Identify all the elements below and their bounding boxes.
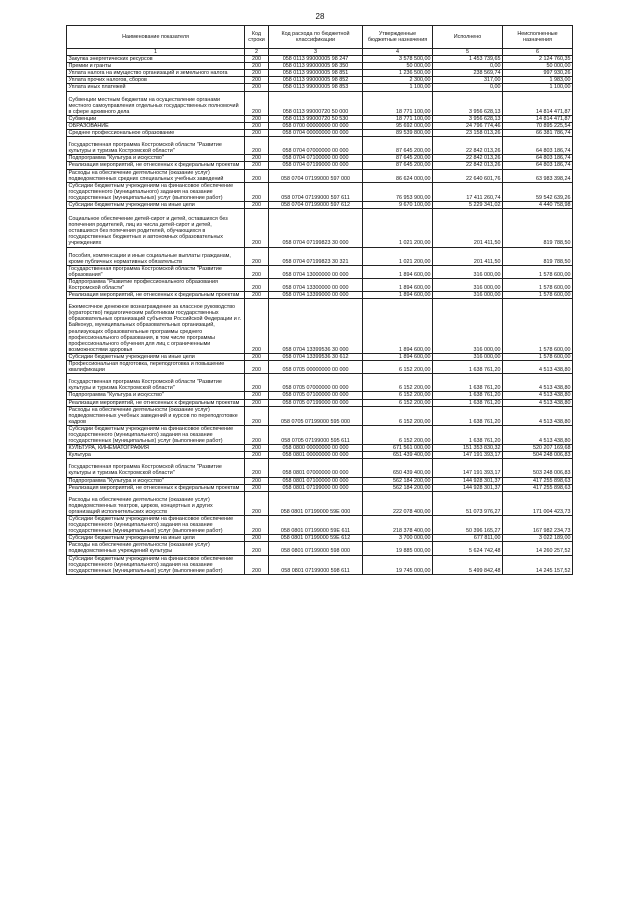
row-executed: 316 000,00 — [433, 299, 503, 354]
row-approved: 95 692 000,00 — [363, 122, 433, 129]
row-executed: 1 638 761,20 — [433, 399, 503, 406]
table-row — [67, 516, 573, 535]
row-line-code: 200 — [245, 247, 269, 265]
row-executed: 144 928 301,37 — [433, 484, 503, 491]
row-name: Подпрограмма "Развитие профессионального образования Костромской области" — [67, 278, 245, 291]
row-unexecuted: 1 983,00 — [503, 77, 573, 84]
row-unexecuted: 14 245 157,52 — [503, 555, 573, 574]
row-executed: 317,00 — [433, 77, 503, 84]
row-name: Государственная программа Костромской области "Развитие культуры и туризма Костромской области" — [67, 459, 245, 477]
table-row — [67, 56, 573, 63]
table-row — [67, 299, 573, 354]
row-executed: 50 396 165,27 — [433, 516, 503, 535]
row-budget-code: 058 0704 07199000 597 000 — [269, 169, 363, 182]
row-approved: 6 152 200,00 — [363, 361, 433, 374]
table-row — [67, 63, 573, 70]
row-unexecuted: 4 513 438,80 — [503, 425, 573, 444]
row-line-code: 200 — [245, 91, 269, 115]
row-approved: 6 152 200,00 — [363, 392, 433, 399]
row-budget-code: 058 0801 07199000 598 000 — [269, 542, 363, 555]
header-budget-code: Код расхода по бюджетной классификации — [269, 26, 363, 49]
row-approved: 1 236 500,00 — [363, 70, 433, 77]
row-budget-code: 058 0704 13399000 00 000 — [269, 292, 363, 299]
row-line-code: 200 — [245, 445, 269, 452]
row-name: Субсидии бюджетным учреждениям на финансовое обеспечение государственного (муниципального) задания на оказание государственных (муниципальных) услуг (выполнение работ) — [67, 555, 245, 574]
header-indicator-name: Наименование показателя — [67, 26, 245, 49]
row-line-code: 200 — [245, 137, 269, 155]
row-line-code: 200 — [245, 399, 269, 406]
row-budget-code: 058 0704 07199823 30 321 — [269, 247, 363, 265]
row-approved: 19 745 000,00 — [363, 555, 433, 574]
row-executed: 147 191 393,17 — [433, 452, 503, 459]
row-executed: 51 073 976,27 — [433, 491, 503, 515]
row-unexecuted: 4 513 438,80 — [503, 374, 573, 392]
row-name: Субсидии бюджетным учреждениям на иные цели — [67, 201, 245, 208]
row-unexecuted: 66 381 786,74 — [503, 130, 573, 137]
row-executed: 201 411,50 — [433, 209, 503, 247]
row-approved: 6 152 200,00 — [363, 374, 433, 392]
row-line-code: 200 — [245, 278, 269, 291]
row-approved: 6 152 200,00 — [363, 406, 433, 425]
page-number: 28 — [315, 12, 325, 21]
row-budget-code: 058 0801 00000000 00 000 — [269, 452, 363, 459]
row-executed: 201 411,50 — [433, 247, 503, 265]
table-row — [67, 130, 573, 137]
row-line-code: 200 — [245, 209, 269, 247]
table-row — [67, 425, 573, 444]
row-approved: 562 184 200,00 — [363, 477, 433, 484]
row-name: Реализация мероприятий, не отнесенных к федеральным проектам — [67, 484, 245, 491]
table-row — [67, 555, 573, 574]
row-executed: 316 000,00 — [433, 278, 503, 291]
row-approved: 1 021 200,00 — [363, 247, 433, 265]
row-name: Уплата иных платежей — [67, 84, 245, 91]
row-budget-code: 058 0704 07199000 597 611 — [269, 182, 363, 201]
row-approved: 1 894 600,00 — [363, 353, 433, 360]
row-executed: 316 000,00 — [433, 265, 503, 278]
row-unexecuted: 64 803 186,74 — [503, 137, 573, 155]
row-approved: 87 645 200,00 — [363, 137, 433, 155]
table-row — [67, 122, 573, 129]
row-approved: 671 561 000,00 — [363, 445, 433, 452]
row-approved: 3 700 000,00 — [363, 535, 433, 542]
table-header-row — [67, 26, 573, 49]
row-executed: 3 956 628,13 — [433, 115, 503, 122]
row-unexecuted: 167 982 234,73 — [503, 516, 573, 535]
row-name: Культура — [67, 452, 245, 459]
column-number-row — [67, 49, 573, 56]
table-row — [67, 182, 573, 201]
row-budget-code: 058 0704 00000000 00 000 — [269, 130, 363, 137]
row-unexecuted: 64 803 186,74 — [503, 155, 573, 162]
budget-execution-table — [66, 25, 573, 575]
row-line-code: 200 — [245, 535, 269, 542]
row-line-code: 200 — [245, 392, 269, 399]
row-name: Реализация мероприятий, не отнесенных к федеральным проектам — [67, 292, 245, 299]
row-executed: 5 229 341,02 — [433, 201, 503, 208]
row-name: Расходы на обеспечение деятельности (оказание услуг) подведомственных театров, цирков, концертных и других организаций исполнительских искусств — [67, 491, 245, 515]
row-executed: 22 842 013,26 — [433, 137, 503, 155]
row-unexecuted: 14 814 471,87 — [503, 115, 573, 122]
row-budget-code: 058 0704 07000000 00 000 — [269, 137, 363, 155]
column-number: 1 — [67, 49, 245, 56]
row-line-code: 200 — [245, 425, 269, 444]
row-approved: 651 439 400,00 — [363, 452, 433, 459]
table-row — [67, 162, 573, 169]
row-approved: 1 100,00 — [363, 84, 433, 91]
row-approved: 19 885 000,00 — [363, 542, 433, 555]
row-executed: 1 638 761,20 — [433, 406, 503, 425]
row-approved: 89 539 800,00 — [363, 130, 433, 137]
table-row — [67, 542, 573, 555]
table-row — [67, 265, 573, 278]
row-name: Государственная программа Костромской области "Развитие образования" — [67, 265, 245, 278]
row-line-code: 200 — [245, 201, 269, 208]
row-budget-code: 058 0113 99000005 98 852 — [269, 77, 363, 84]
row-line-code: 200 — [245, 169, 269, 182]
table-row — [67, 292, 573, 299]
table-row — [67, 137, 573, 155]
row-approved: 50 000,00 — [363, 63, 433, 70]
row-executed: 1 638 761,20 — [433, 392, 503, 399]
row-executed: 147 191 393,17 — [433, 459, 503, 477]
row-name: Субвенции местным бюджетам на осуществление органами местного самоуправления отдельных государственных полномочий в сфере архивного дела — [67, 91, 245, 115]
table-row — [67, 484, 573, 491]
row-unexecuted: 14 814 471,87 — [503, 91, 573, 115]
row-name: КУЛЬТУРА, КИНЕМАТОГРАФИЯ — [67, 445, 245, 452]
table-row — [67, 115, 573, 122]
row-line-code: 200 — [245, 491, 269, 515]
row-unexecuted: 1 578 600,00 — [503, 292, 573, 299]
row-budget-code: 058 0113 99000005 98 350 — [269, 63, 363, 70]
row-line-code: 200 — [245, 182, 269, 201]
row-unexecuted: 63 983 398,24 — [503, 169, 573, 182]
row-executed: 0,00 — [433, 84, 503, 91]
row-executed: 5 499 842,48 — [433, 555, 503, 574]
table-row — [67, 353, 573, 360]
row-unexecuted: 1 578 600,00 — [503, 353, 573, 360]
row-approved: 9 670 100,00 — [363, 201, 433, 208]
row-unexecuted: 417 255 898,63 — [503, 477, 573, 484]
row-approved: 222 078 400,00 — [363, 491, 433, 515]
row-name: Субсидии бюджетным учреждениям на финансовое обеспечение государственного (муниципального) задания на оказание государственных (муниципальных) услуг (выполнение работ) — [67, 516, 245, 535]
row-line-code: 200 — [245, 516, 269, 535]
row-unexecuted: 503 248 006,83 — [503, 459, 573, 477]
table-row — [67, 169, 573, 182]
row-approved: 6 152 200,00 — [363, 399, 433, 406]
header-executed: Исполнено — [433, 26, 503, 49]
row-budget-code: 058 0113 99000005 98 247 — [269, 56, 363, 63]
row-name: Реализация мероприятий, не отнесенных к федеральным проектам — [67, 162, 245, 169]
column-number: 5 — [433, 49, 503, 56]
row-line-code: 200 — [245, 77, 269, 84]
table-row — [67, 535, 573, 542]
row-executed: 3 956 628,13 — [433, 91, 503, 115]
row-unexecuted: 417 255 898,63 — [503, 484, 573, 491]
row-line-code: 200 — [245, 155, 269, 162]
row-name: Уплата прочих налогов, сборов — [67, 77, 245, 84]
row-line-code: 200 — [245, 162, 269, 169]
row-name: Субсидии бюджетным учреждениям на иные цели — [67, 353, 245, 360]
row-unexecuted: 1 578 600,00 — [503, 278, 573, 291]
row-line-code: 200 — [245, 56, 269, 63]
row-line-code: 200 — [245, 452, 269, 459]
header-unexecuted: Неисполненные назначения — [503, 26, 573, 49]
row-name: Государственная программа Костромской области "Развитие культуры и туризма Костромской области" — [67, 374, 245, 392]
row-line-code: 200 — [245, 130, 269, 137]
row-executed: 22 640 601,76 — [433, 169, 503, 182]
row-executed: 144 928 301,37 — [433, 477, 503, 484]
row-budget-code: 058 0704 13399536 30 000 — [269, 299, 363, 354]
row-approved: 562 184 200,00 — [363, 484, 433, 491]
row-name: Уплата налога на имущество организаций и земельного налога — [67, 70, 245, 77]
row-unexecuted: 819 788,50 — [503, 209, 573, 247]
row-line-code: 200 — [245, 265, 269, 278]
table-row — [67, 209, 573, 247]
row-budget-code: 058 0801 07000000 00 000 — [269, 459, 363, 477]
row-unexecuted: 70 895 225,54 — [503, 122, 573, 129]
row-budget-code: 058 0113 99000005 98 851 — [269, 70, 363, 77]
row-name: Реализация мероприятий, не отнесенных к федеральным проектам — [67, 399, 245, 406]
row-budget-code: 058 0704 13300000 00 000 — [269, 278, 363, 291]
row-line-code: 200 — [245, 361, 269, 374]
row-name: Субсидии бюджетным учреждениям на финансовое обеспечение государственного (муниципального) задания на оказание государственных (муниципальных) услуг (выполнение работ) — [67, 425, 245, 444]
row-budget-code: 058 0801 07199000 59Е 000 — [269, 491, 363, 515]
row-approved: 18 771 100,00 — [363, 91, 433, 115]
row-unexecuted: 59 542 639,26 — [503, 182, 573, 201]
row-line-code: 200 — [245, 406, 269, 425]
row-executed: 238 569,74 — [433, 70, 503, 77]
row-line-code: 200 — [245, 292, 269, 299]
row-executed: 1 638 761,20 — [433, 425, 503, 444]
row-line-code: 200 — [245, 353, 269, 360]
row-line-code: 200 — [245, 477, 269, 484]
table-row — [67, 84, 573, 91]
row-name: Расходы на обеспечение деятельности (оказание услуг) подведомственных средних специальных учебных заведений — [67, 169, 245, 182]
table-body — [67, 56, 573, 575]
row-unexecuted: 1 578 600,00 — [503, 299, 573, 354]
row-line-code: 200 — [245, 484, 269, 491]
table-row — [67, 91, 573, 115]
row-name: Расходы на обеспечение деятельности (оказание услуг) подведомственных учреждений культуры — [67, 542, 245, 555]
row-budget-code: 058 0800 00000000 00 000 — [269, 445, 363, 452]
row-approved: 87 645 200,00 — [363, 162, 433, 169]
row-budget-code: 058 0705 07100000 00 000 — [269, 392, 363, 399]
row-line-code: 200 — [245, 122, 269, 129]
row-approved: 1 894 600,00 — [363, 299, 433, 354]
row-name: Среднее профессиональное образование — [67, 130, 245, 137]
row-executed: 0,00 — [433, 63, 503, 70]
row-name: Субсидии бюджетным учреждениям на финансовое обеспечение государственного (муниципального) задания на оказание государственных (муниципальных) услуг (выполнение работ) — [67, 182, 245, 201]
row-name: Расходы на обеспечение деятельности (оказание услуг) подведомственных учебных заведений и курсов по переподготовке кадров — [67, 406, 245, 425]
row-unexecuted: 1 578 600,00 — [503, 265, 573, 278]
row-line-code: 200 — [245, 63, 269, 70]
row-name: Закупка энергетических ресурсов — [67, 56, 245, 63]
row-line-code: 200 — [245, 299, 269, 354]
row-budget-code: 058 0801 07199000 00 000 — [269, 484, 363, 491]
row-budget-code: 058 0113 99000720 50 000 — [269, 91, 363, 115]
row-name: Пособия, компенсации и иные социальные выплаты гражданам, кроме публичных нормативных обязательств — [67, 247, 245, 265]
row-unexecuted: 14 260 257,52 — [503, 542, 573, 555]
header-approved: Утвержденные бюджетные назначения — [363, 26, 433, 49]
row-approved: 1 894 600,00 — [363, 265, 433, 278]
row-executed: 316 000,00 — [433, 353, 503, 360]
row-unexecuted: 4 513 438,80 — [503, 361, 573, 374]
row-budget-code: 058 0113 99000005 98 853 — [269, 84, 363, 91]
row-unexecuted: 819 788,50 — [503, 247, 573, 265]
row-unexecuted: 3 022 189,00 — [503, 535, 573, 542]
row-line-code: 200 — [245, 555, 269, 574]
table-row — [67, 399, 573, 406]
table-row — [67, 77, 573, 84]
row-unexecuted: 504 248 006,83 — [503, 452, 573, 459]
table-row — [67, 361, 573, 374]
table-row — [67, 491, 573, 515]
row-line-code: 200 — [245, 70, 269, 77]
row-budget-code: 058 0801 07199000 598 611 — [269, 555, 363, 574]
row-unexecuted: 2 124 760,35 — [503, 56, 573, 63]
row-budget-code: 058 0801 07199000 59Е 612 — [269, 535, 363, 542]
row-executed: 1 638 761,20 — [433, 374, 503, 392]
row-budget-code: 058 0704 07199000 597 612 — [269, 201, 363, 208]
table-row — [67, 70, 573, 77]
row-line-code: 200 — [245, 374, 269, 392]
row-budget-code: 058 0801 07100000 00 000 — [269, 477, 363, 484]
column-number: 6 — [503, 49, 573, 56]
row-line-code: 200 — [245, 84, 269, 91]
row-name: Премии и гранты — [67, 63, 245, 70]
row-approved: 218 378 400,00 — [363, 516, 433, 535]
row-budget-code: 058 0801 07199000 59Е 611 — [269, 516, 363, 535]
table-row — [67, 278, 573, 291]
table-row — [67, 452, 573, 459]
header-line-code: Код строки — [245, 26, 269, 49]
row-approved: 18 771 100,00 — [363, 115, 433, 122]
row-budget-code: 058 0705 00000000 00 000 — [269, 361, 363, 374]
row-name: Ежемесячное денежное вознаграждение за классное руководство (кураторство) педагогическим работникам государственных образовательных организаций субъектов Российской Федерации и г. Байконур, муниципальных образовательных организаций, реализующих образовательные программы среднего профессионального образования, в том числе программы профессионального обучения для лиц с ограниченными возможностями здоровья — [67, 299, 245, 354]
row-budget-code: 058 0704 13000000 00 000 — [269, 265, 363, 278]
row-executed: 24 796 774,46 — [433, 122, 503, 129]
row-budget-code: 058 0113 99000720 50 530 — [269, 115, 363, 122]
row-name: Субвенции — [67, 115, 245, 122]
row-name: Подпрограмма "Культура и искусство" — [67, 477, 245, 484]
row-approved: 650 439 400,00 — [363, 459, 433, 477]
row-approved: 1 021 200,00 — [363, 209, 433, 247]
table-row — [67, 374, 573, 392]
row-budget-code: 058 0705 07199000 595 611 — [269, 425, 363, 444]
row-unexecuted: 520 207 169,68 — [503, 445, 573, 452]
table-row — [67, 201, 573, 208]
row-unexecuted: 50 000,00 — [503, 63, 573, 70]
row-executed: 17 411 260,74 — [433, 182, 503, 201]
row-approved: 76 953 900,00 — [363, 182, 433, 201]
row-executed: 1 638 761,20 — [433, 361, 503, 374]
row-name: Подпрограмма "Культура и искусство" — [67, 155, 245, 162]
row-unexecuted: 4 513 438,80 — [503, 399, 573, 406]
row-name: Подпрограмма "Культура и искусство" — [67, 392, 245, 399]
row-approved: 2 300,00 — [363, 77, 433, 84]
row-executed: 23 158 013,26 — [433, 130, 503, 137]
row-name: Субсидии бюджетным учреждениям на иные цели — [67, 535, 245, 542]
row-name: ОБРАЗОВАНИЕ — [67, 122, 245, 129]
table-row — [67, 155, 573, 162]
table-row — [67, 459, 573, 477]
row-budget-code: 058 0705 07000000 00 000 — [269, 374, 363, 392]
row-name: Государственная программа Костромской области "Развитие культуры и туризма Костромской области" — [67, 137, 245, 155]
row-budget-code: 058 0704 07199000 00 000 — [269, 162, 363, 169]
column-number: 3 — [269, 49, 363, 56]
row-approved: 1 894 600,00 — [363, 278, 433, 291]
row-unexecuted: 997 930,26 — [503, 70, 573, 77]
row-line-code: 200 — [245, 115, 269, 122]
table-row — [67, 477, 573, 484]
row-budget-code: 058 0704 07100000 00 000 — [269, 155, 363, 162]
row-executed: 22 842 013,26 — [433, 155, 503, 162]
row-name: Социальное обеспечение детей-сирот и детей, оставшихся без попечения родителей, лиц из числа детей-сирот и детей, оставшихся без попечения родителей, обучающихся в государственных бюджетных и автономных образовательных учреждениях — [67, 209, 245, 247]
row-unexecuted: 171 004 423,73 — [503, 491, 573, 515]
row-unexecuted: 1 100,00 — [503, 84, 573, 91]
table-row — [67, 392, 573, 399]
row-budget-code: 058 0700 00000000 00 000 — [269, 122, 363, 129]
row-unexecuted: 4 513 438,80 — [503, 392, 573, 399]
row-executed: 5 624 742,48 — [433, 542, 503, 555]
row-unexecuted: 64 803 186,74 — [503, 162, 573, 169]
row-approved: 87 645 200,00 — [363, 155, 433, 162]
row-line-code: 200 — [245, 459, 269, 477]
row-name: Профессиональная подготовка, переподготовка и повышение квалификации — [67, 361, 245, 374]
row-unexecuted: 4 440 758,98 — [503, 201, 573, 208]
table-row — [67, 406, 573, 425]
row-approved: 3 578 500,00 — [363, 56, 433, 63]
row-unexecuted: 4 513 438,80 — [503, 406, 573, 425]
table-row — [67, 445, 573, 452]
row-executed: 151 353 830,32 — [433, 445, 503, 452]
row-approved: 6 152 200,00 — [363, 425, 433, 444]
row-approved: 86 624 000,00 — [363, 169, 433, 182]
row-line-code: 200 — [245, 542, 269, 555]
row-budget-code: 058 0704 07199823 30 000 — [269, 209, 363, 247]
column-number: 2 — [245, 49, 269, 56]
row-executed: 22 842 013,26 — [433, 162, 503, 169]
column-number: 4 — [363, 49, 433, 56]
row-approved: 1 894 600,00 — [363, 292, 433, 299]
row-budget-code: 058 0705 07199000 595 000 — [269, 406, 363, 425]
row-executed: 316 000,00 — [433, 292, 503, 299]
row-executed: 677 811,00 — [433, 535, 503, 542]
row-executed: 1 453 739,65 — [433, 56, 503, 63]
row-budget-code: 058 0704 13399536 30 612 — [269, 353, 363, 360]
row-budget-code: 058 0705 07199000 00 000 — [269, 399, 363, 406]
table-row — [67, 247, 573, 265]
